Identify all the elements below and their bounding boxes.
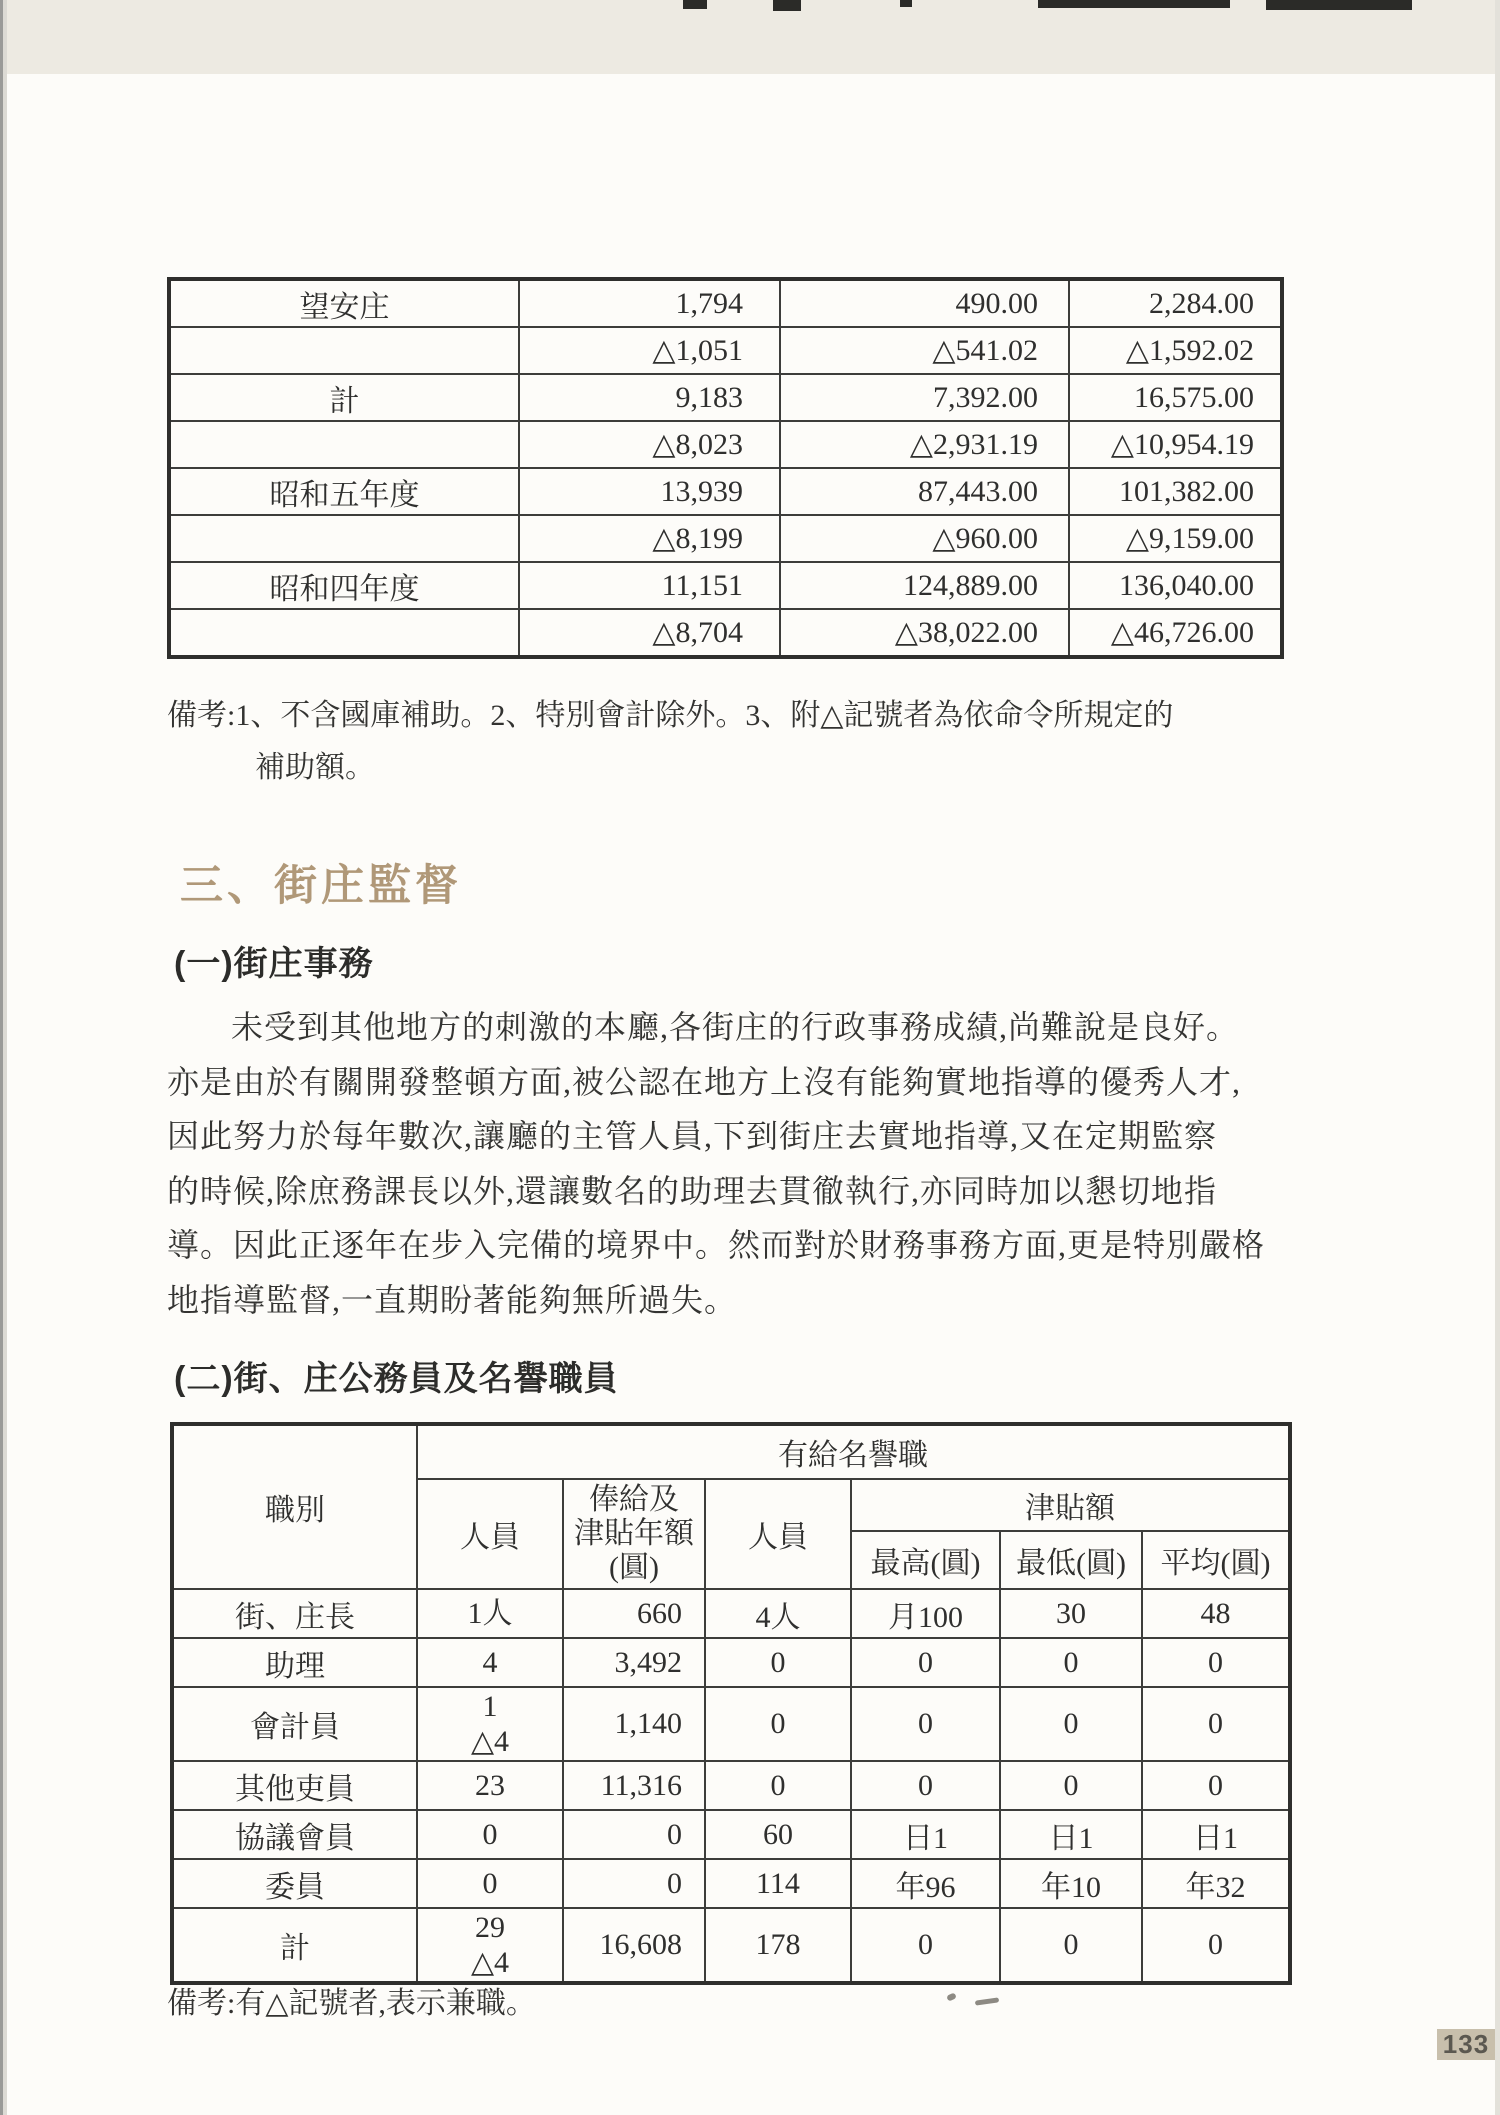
table-cell: 101,382.00 bbox=[1069, 468, 1282, 515]
table-cell: 13,939 bbox=[519, 468, 780, 515]
table-row bbox=[172, 1761, 1290, 1810]
table-cell: 0 bbox=[563, 1859, 705, 1908]
scan-artifact bbox=[773, 0, 801, 11]
table-row bbox=[169, 327, 1282, 374]
paragraph-line: 導。因此正逐年在步入完備的境界中。然而對於財務事務方面,更是特別嚴格 bbox=[167, 1227, 1266, 1263]
table-cell: 望安庄 bbox=[169, 279, 519, 327]
header-cell-salary bbox=[563, 1479, 705, 1589]
scan-artifact bbox=[683, 0, 707, 9]
body-paragraph bbox=[167, 1000, 1347, 1327]
table-cell: △8,704 bbox=[519, 609, 780, 657]
note-line: 備考:1、不含國庫補助。2、特別會計除外。3、附△記號者為依命令所規定的 bbox=[167, 699, 1174, 732]
table-cell: 0 bbox=[851, 1761, 1000, 1810]
table-row bbox=[169, 515, 1282, 562]
table-cell: 178 bbox=[705, 1908, 851, 1983]
table-row bbox=[169, 421, 1282, 468]
table-cell: 48 bbox=[1142, 1589, 1290, 1638]
scan-artifact bbox=[1266, 0, 1412, 10]
table-cell: △541.02 bbox=[780, 327, 1069, 374]
table-cell: 年10 bbox=[1000, 1859, 1142, 1908]
header-salary-line: 俸給及 bbox=[589, 1483, 679, 1516]
table-row bbox=[172, 1687, 1290, 1761]
table-cell: 會計員 bbox=[172, 1687, 417, 1761]
paragraph-line: 未受到其他地方的刺激的本廳,各街庄的行政事務成績,尚難說是良好。 bbox=[231, 1009, 1240, 1045]
header-cell-avg: 平均(圓) bbox=[1142, 1531, 1290, 1589]
header-cell-allowance-group: 津貼額 bbox=[851, 1479, 1290, 1531]
table-cell: 0 bbox=[563, 1810, 705, 1859]
table-cell: 0 bbox=[417, 1810, 563, 1859]
table-cell: 2,284.00 bbox=[1069, 279, 1282, 327]
table-cell: △1,592.02 bbox=[1069, 327, 1282, 374]
table-cell: 7,392.00 bbox=[780, 374, 1069, 421]
subsection-title-1: (一)街庄事務 bbox=[174, 945, 374, 983]
table-cell: 490.00 bbox=[780, 279, 1069, 327]
note-line: 補助額。 bbox=[255, 751, 375, 784]
table-cell: 124,889.00 bbox=[780, 562, 1069, 609]
table-header-row bbox=[172, 1424, 1290, 1479]
table-cell: 0 bbox=[1000, 1638, 1142, 1687]
table-row bbox=[172, 1638, 1290, 1687]
table-cell: 其他吏員 bbox=[172, 1761, 417, 1810]
table-row bbox=[169, 374, 1282, 421]
paragraph-line: 的時候,除庶務課長以外,還讓數名的助理去貫徹執行,亦同時加以懇切地指 bbox=[167, 1172, 1218, 1209]
table-cell: △9,159.00 bbox=[1069, 515, 1282, 562]
budget-table bbox=[167, 277, 1284, 659]
table-cell: 1 △4 bbox=[417, 1687, 563, 1761]
table-cell: 660 bbox=[563, 1589, 705, 1638]
table-cell: 計 bbox=[169, 374, 519, 421]
scan-left-edge-light bbox=[3, 0, 7, 2115]
table-cell: 136,040.00 bbox=[1069, 562, 1282, 609]
table-cell: 0 bbox=[1000, 1687, 1142, 1761]
table-cell: 60 bbox=[705, 1810, 851, 1859]
table-cell: 0 bbox=[1142, 1761, 1290, 1810]
table-cell: △8,199 bbox=[519, 515, 780, 562]
table-cell: △2,931.19 bbox=[780, 421, 1069, 468]
table-row bbox=[169, 609, 1282, 657]
table-cell: 0 bbox=[851, 1638, 1000, 1687]
table-cell: 30 bbox=[1000, 1589, 1142, 1638]
table-cell: 年32 bbox=[1142, 1859, 1290, 1908]
page-number-text: 133 bbox=[1442, 2029, 1490, 2059]
table-row bbox=[169, 279, 1282, 327]
table-cell: △1,051 bbox=[519, 327, 780, 374]
table-cell: △46,726.00 bbox=[1069, 609, 1282, 657]
page-number bbox=[1437, 2029, 1495, 2060]
table-cell: 0 bbox=[705, 1761, 851, 1810]
table-cell: 114 bbox=[705, 1859, 851, 1908]
table-cell: 0 bbox=[705, 1687, 851, 1761]
table-row bbox=[169, 468, 1282, 515]
header-salary-line: (圓) bbox=[609, 1551, 659, 1584]
table-cell bbox=[169, 609, 519, 657]
subsection-title-2: (二)街、庄公務員及名譽職員 bbox=[174, 1360, 619, 1398]
section-title: 三、街庄監督 bbox=[180, 862, 462, 910]
table-row bbox=[172, 1589, 1290, 1638]
table-cell: 9,183 bbox=[519, 374, 780, 421]
table-cell: 0 bbox=[851, 1687, 1000, 1761]
table-cell: 1,794 bbox=[519, 279, 780, 327]
table-cell: 11,316 bbox=[563, 1761, 705, 1810]
table-cell: △8,023 bbox=[519, 421, 780, 468]
table-row bbox=[172, 1908, 1290, 1983]
table-cell: 0 bbox=[1142, 1908, 1290, 1983]
table-cell: △10,954.19 bbox=[1069, 421, 1282, 468]
header-cell-category: 職別 bbox=[172, 1424, 417, 1589]
paragraph-line: 亦是由於有關開發整頓方面,被公認在地方上沒有能夠實地指導的優秀人才, bbox=[167, 1063, 1242, 1100]
table-cell: 16,608 bbox=[563, 1908, 705, 1983]
scan-artifact bbox=[1038, 0, 1230, 8]
table-cell bbox=[169, 421, 519, 468]
table-cell: 日1 bbox=[851, 1810, 1000, 1859]
budget-table-note bbox=[167, 690, 1357, 794]
table-row bbox=[172, 1859, 1290, 1908]
table-cell: 日1 bbox=[1000, 1810, 1142, 1859]
table-cell: 4 bbox=[417, 1638, 563, 1687]
header-cell-personnel: 人員 bbox=[417, 1479, 563, 1589]
scan-top-strip bbox=[0, 0, 1500, 74]
table-cell: 委員 bbox=[172, 1859, 417, 1908]
officials-table-note bbox=[167, 1978, 1357, 2030]
header-cell-min: 最低(圓) bbox=[1000, 1531, 1142, 1589]
table-cell: 協議會員 bbox=[172, 1810, 417, 1859]
table-cell: 87,443.00 bbox=[780, 468, 1069, 515]
table-cell: 月100 bbox=[851, 1589, 1000, 1638]
table-cell: 0 bbox=[1142, 1638, 1290, 1687]
note-line: 備考:有△記號者,表示兼職。 bbox=[167, 1987, 536, 2020]
table-cell: 1人 bbox=[417, 1589, 563, 1638]
header-salary-line: 津貼年額 bbox=[574, 1517, 694, 1550]
table-row bbox=[169, 562, 1282, 609]
table-row bbox=[172, 1810, 1290, 1859]
table-cell: 0 bbox=[1142, 1687, 1290, 1761]
table-cell: 街、庄長 bbox=[172, 1589, 417, 1638]
table-cell: 0 bbox=[705, 1638, 851, 1687]
table-cell: 計 bbox=[172, 1908, 417, 1983]
table-cell: 29 △4 bbox=[417, 1908, 563, 1983]
table-cell: 0 bbox=[417, 1859, 563, 1908]
scan-right-edge bbox=[1495, 0, 1500, 2115]
table-cell: 年96 bbox=[851, 1859, 1000, 1908]
paragraph-line: 因此努力於每年數次,讓廳的主管人員,下到街庄去實地指導,又在定期監察 bbox=[167, 1118, 1218, 1154]
table-cell: 4人 bbox=[705, 1589, 851, 1638]
table-cell: 0 bbox=[1000, 1761, 1142, 1810]
scan-artifact bbox=[900, 0, 912, 7]
table-cell: 昭和四年度 bbox=[169, 562, 519, 609]
table-cell: 0 bbox=[851, 1908, 1000, 1983]
table-cell: 1,140 bbox=[563, 1687, 705, 1761]
table-cell bbox=[169, 515, 519, 562]
table-cell: 日1 bbox=[1142, 1810, 1290, 1859]
table-cell bbox=[169, 327, 519, 374]
table-cell: 16,575.00 bbox=[1069, 374, 1282, 421]
officials-table bbox=[170, 1422, 1292, 1985]
table-cell: 11,151 bbox=[519, 562, 780, 609]
header-cell-group: 有給名譽職 bbox=[417, 1424, 1290, 1479]
table-cell: 昭和五年度 bbox=[169, 468, 519, 515]
table-cell: 23 bbox=[417, 1761, 563, 1810]
paragraph-line: 地指導監督,一直期盼著能夠無所過失。 bbox=[167, 1281, 738, 1318]
table-cell: 3,492 bbox=[563, 1638, 705, 1687]
table-cell: 0 bbox=[1000, 1908, 1142, 1983]
header-cell-personnel: 人員 bbox=[705, 1479, 851, 1589]
table-cell: 助理 bbox=[172, 1638, 417, 1687]
header-cell-max: 最高(圓) bbox=[851, 1531, 1000, 1589]
table-cell: △38,022.00 bbox=[780, 609, 1069, 657]
table-cell: △960.00 bbox=[780, 515, 1069, 562]
